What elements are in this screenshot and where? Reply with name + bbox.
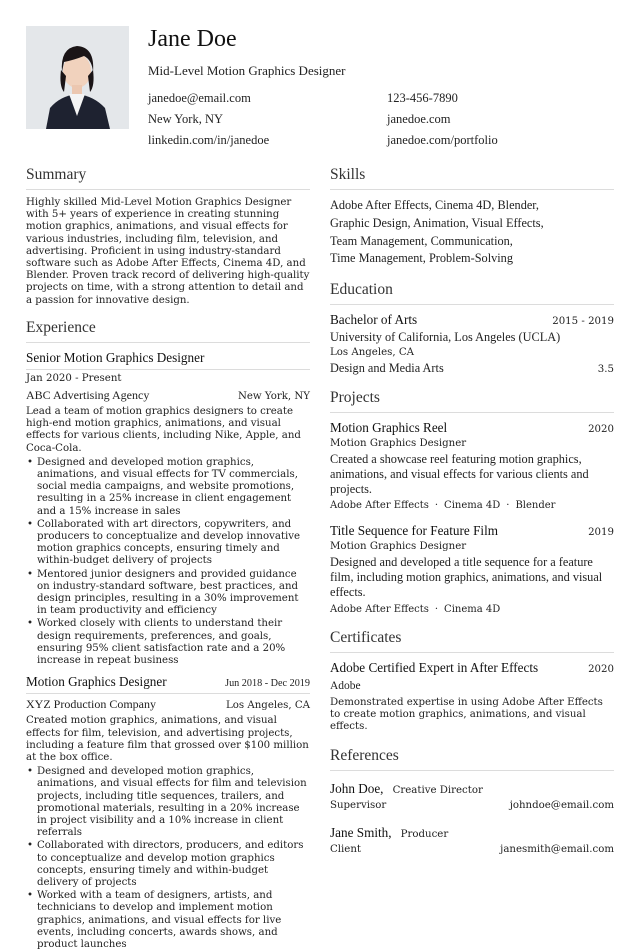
skill-item: Cinema 4D, xyxy=(434,198,495,212)
project-entry xyxy=(330,523,614,614)
education-heading: Education xyxy=(330,281,614,305)
reference-role: Creative Director xyxy=(392,785,483,797)
certificate-title: Adobe Certified Expert in After Effects xyxy=(330,659,539,675)
job-bullets xyxy=(26,457,310,667)
skill-item: Problem-Solving xyxy=(428,251,513,266)
certificate-entry xyxy=(330,660,614,733)
job-dates: Jan 2020 - Present xyxy=(26,372,122,384)
reference-entry xyxy=(330,822,614,856)
reference-name: Jane Smith, xyxy=(330,825,392,841)
bullet-item: • Worked with a team of designers, artists, and technicians to develop and implement motion graphics, animations, and visual effects for live events, including concerts, awards shows, and product launches xyxy=(26,890,310,951)
website-link[interactable]: janedoe.com xyxy=(387,112,451,126)
reference-relation: Client xyxy=(330,844,361,856)
reference-entry xyxy=(330,778,614,812)
skill-item: Time Management, xyxy=(330,251,426,266)
project-year: 2019 xyxy=(588,527,614,539)
job-bullets xyxy=(26,766,310,951)
education-location: Los Angeles, CA xyxy=(330,346,414,358)
reference-name: John Doe, xyxy=(330,781,384,797)
education-school: University of California, Los Angeles (UCLA) xyxy=(330,330,561,345)
education-degree: Bachelor of Arts xyxy=(330,312,418,328)
certificate-description: Demonstrated expertise in using Adobe After Effects to create motion graphics, animations, and visual effects. xyxy=(330,696,603,732)
job-location: Los Angeles, CA xyxy=(226,700,310,712)
reference-role: Producer xyxy=(400,829,449,841)
education-major: Design and Media Arts xyxy=(330,361,444,376)
project-title: Motion Graphics Reel xyxy=(330,419,448,435)
experience-heading: Experience xyxy=(26,319,310,343)
job-location: New York, NY xyxy=(237,391,310,403)
project-role: Motion Graphics Designer xyxy=(330,541,467,553)
tool-tag: Cinema 4D xyxy=(444,603,501,615)
certificates-heading: Certificates xyxy=(330,629,614,653)
skills-list xyxy=(330,197,614,268)
education-years: 2015 - 2019 xyxy=(552,316,614,328)
email-link[interactable]: janedoe@email.com xyxy=(148,91,251,105)
tool-tag: Blender xyxy=(515,500,556,512)
project-tools: Adobe After Effects · Cinema 4D · Blender xyxy=(330,500,556,512)
experience-job xyxy=(26,674,310,951)
education-entry xyxy=(330,312,614,376)
reference-email[interactable]: johndoe@email.com xyxy=(509,800,614,812)
job-company: ABC Advertising Agency xyxy=(26,388,150,403)
bullet-item: • Mentored junior designers and provided guidance on industry-standard software, best practices, and design principles, resulting in a 30% improvement in team productivity and efficiency xyxy=(26,569,310,618)
portfolio-link[interactable]: janedoe.com/portfolio xyxy=(387,133,498,147)
project-description: Designed and developed a title sequence for a feature film, including motion graphics, animations, and visual effects. xyxy=(330,555,603,599)
project-role: Motion Graphics Designer xyxy=(330,437,467,449)
profile-photo xyxy=(26,26,129,129)
job-dates: Jun 2018 - Dec 2019 xyxy=(225,678,310,690)
skill-item: Blender, xyxy=(497,198,539,212)
bullet-item: • Designed and developed motion graphics, animations, and visual effects for TV commercials, social media campaigns, and website promotions, resulting in a 25% increase in client engagement and a 15% increase in sales xyxy=(26,457,310,518)
summary-text: Highly skilled Mid-Level Motion Graphics Designer with 5+ years of experience in creating stunning motion graphics, animations, and visual effects for various industries, including film, television, and advertising. Proficient in using industry-standard software such as Adobe After Effects, Cinema 4D, and Blender. Proven track record of delivering high-quality projects on time, with a strong attention to detail and a passion for innovative design. xyxy=(26,197,310,306)
left-column xyxy=(26,166,310,952)
project-title: Title Sequence for Feature Film xyxy=(330,523,498,539)
location: New York, NY xyxy=(148,112,224,126)
skills-heading: Skills xyxy=(330,166,614,190)
job-description: Created motion graphics, animations, and visual effects for film, television, and advertising projects, including a feature film that grossed over $100 million at the box office. xyxy=(26,715,309,763)
linkedin-link[interactable]: linkedin.com/in/janedoe xyxy=(148,133,270,147)
experience-job xyxy=(26,350,310,667)
tool-tag: Adobe After Effects xyxy=(330,603,429,615)
bullet-item: • Worked closely with clients to understand their design requirements, preferences, and goals, ensuring 95% client satisfaction rate and a 20% increase in repeat business xyxy=(26,618,310,667)
skill-item: Graphic Design, xyxy=(330,215,411,230)
skill-item: Team Management, xyxy=(330,233,428,248)
job-title: Senior Motion Graphics Designer xyxy=(26,350,310,370)
bullet-item: • Collaborated with art directors, copywriters, and producers to conceptualize and develop innovative motion graphics concepts, ensuring timely and within-budget delivery of projects xyxy=(26,519,310,568)
skill-item: Communication, xyxy=(430,233,513,248)
job-company: XYZ Production Company xyxy=(26,697,156,712)
project-description: Created a showcase reel featuring motion graphics, animations, and visual effects for various clients and projects. xyxy=(330,451,589,496)
job-description: Lead a team of motion graphics designers to create high-end motion graphics, animations, and visual effects for various clients, including Nike, Apple, and Coca-Cola. xyxy=(26,406,301,454)
skill-item: Adobe After Effects, xyxy=(330,198,432,212)
project-year: 2020 xyxy=(588,423,614,435)
summary-heading: Summary xyxy=(26,166,310,190)
certificate-issuer: Adobe xyxy=(330,679,361,692)
references-heading: References xyxy=(330,747,614,771)
projects-heading: Projects xyxy=(330,389,614,413)
project-entry xyxy=(330,420,614,511)
reference-relation: Supervisor xyxy=(330,800,387,812)
profile-photo-illustration xyxy=(26,26,129,129)
skill-item: Animation, xyxy=(413,215,469,230)
job-title: Motion Graphics Designer xyxy=(26,674,167,690)
tool-tag: Cinema 4D xyxy=(444,500,501,512)
bullet-item: • Collaborated with directors, producers, and editors to conceptualize and develop motion graphics concepts, ensuring timely and within-budget delivery of projects xyxy=(26,840,310,889)
project-tools: Adobe After Effects · Cinema 4D xyxy=(330,603,501,615)
right-column xyxy=(330,166,614,857)
education-gpa: 3.5 xyxy=(597,364,614,376)
reference-email[interactable]: janesmith@email.com xyxy=(500,844,614,856)
tool-tag: Adobe After Effects xyxy=(330,500,429,512)
phone-number: 123-456-7890 xyxy=(387,91,458,105)
bullet-item: • Designed and developed motion graphics, animations, and visual effects for film and television projects, including title sequences, trailers, and promotional materials, resulting in a 20% increase in project visibility and a 10% increase in client referrals xyxy=(26,766,310,839)
skill-item: Visual Effects, xyxy=(471,215,544,230)
candidate-name: Jane Doe xyxy=(148,26,237,52)
candidate-title: Mid-Level Motion Graphics Designer xyxy=(148,63,346,78)
certificate-year: 2020 xyxy=(588,663,614,675)
